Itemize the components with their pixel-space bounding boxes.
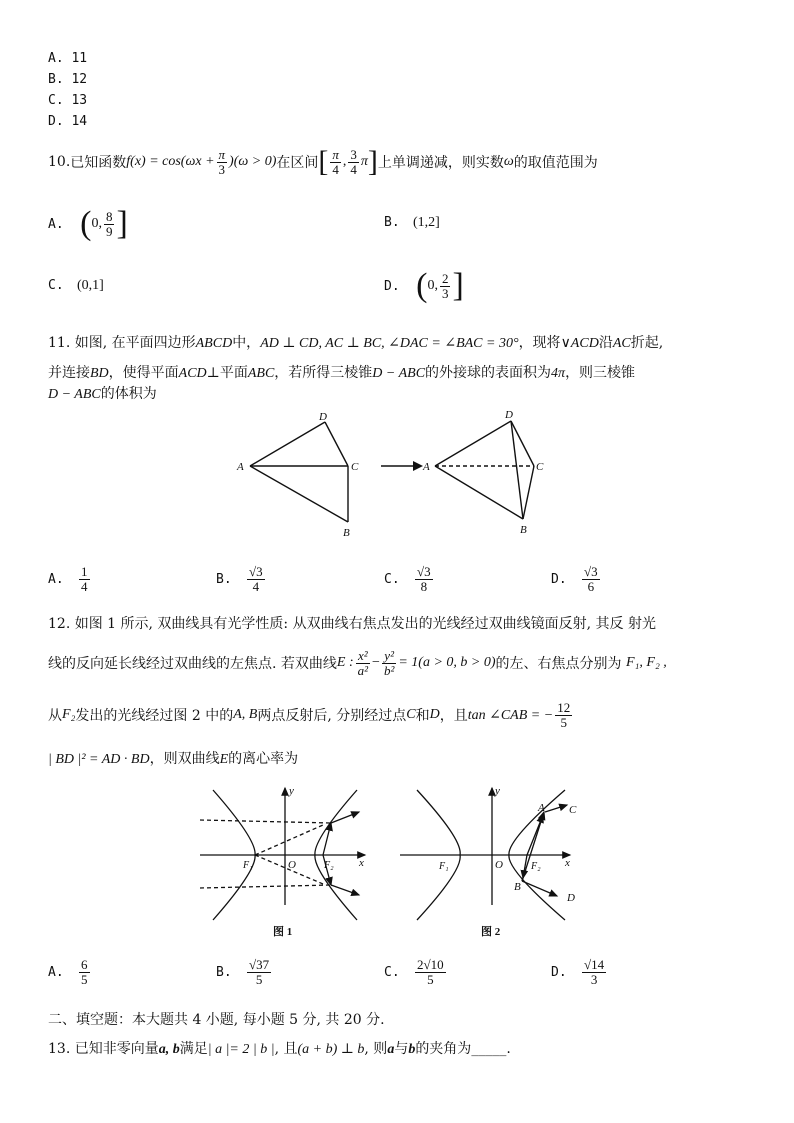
q9-option-b: B. 12: [48, 72, 88, 87]
q10-option-d: D. ( 0, $\frac{2}{3}$ ]: [384, 267, 464, 304]
q11-fig1-edge-ab: [250, 466, 348, 522]
q11-line2: 并连接BD，使得平面ACD⊥平面ABC，若所得三棱锥D − ABC的外接球的表面积为4π，则三棱锥: [48, 365, 636, 381]
q10-interval-close: ]: [367, 145, 378, 178]
q12-figure-1: [200, 788, 365, 920]
svg-text:x: x: [565, 857, 570, 869]
q11-label-b: B: [343, 527, 350, 539]
q11-label-b2: B: [520, 524, 527, 536]
q11-fig1-edge-ad: [250, 422, 325, 466]
q10-text-c: 上单调递减，则实数: [377, 155, 504, 171]
q11-option-d: D. $\frac{√3}{6}$: [551, 563, 598, 594]
q11-label-d: D: [319, 411, 327, 423]
q10-option-b: B. (1,2]: [384, 215, 440, 230]
q11-arrowhead: [413, 461, 423, 471]
q11-line3: D − ABC的体积为: [48, 386, 157, 402]
q11-label-c2: C: [536, 461, 544, 473]
svg-text:y: y: [289, 785, 294, 797]
q10-text-a: 已知函数: [70, 155, 127, 171]
q9-option-d: D. 14: [48, 114, 88, 129]
svg-text:y: y: [495, 785, 500, 797]
q11-label-a: A: [237, 461, 244, 473]
svg-text:O: O: [495, 859, 503, 871]
q11-fig2-edge-ad: [435, 421, 511, 466]
q9-option-a: A. 11: [48, 51, 88, 66]
section-2-heading: 二、填空题：本大题共 4 小题, 每小题 5 分, 共 20 分.: [48, 1012, 385, 1028]
q10-interval-left: $\frac{\pi}{4}$: [332, 146, 339, 177]
q10-option-c: C. (0,1]: [48, 278, 104, 293]
svg-text:O: O: [288, 859, 296, 871]
svg-text:B: B: [514, 881, 521, 893]
q13-stem: 13. 已知非零向量a, b满足| a |= 2 | b |, 且(a + b) ⊥ b, 则a与b的夹角为_____.: [48, 1041, 511, 1057]
q10-interval-open: [: [318, 145, 329, 178]
q11-label-c: C: [351, 461, 359, 473]
svg-text:F₂: F₂: [324, 860, 334, 871]
q11-label-a2: A: [423, 461, 430, 473]
q10-text-d: 的取值范围为: [513, 155, 598, 171]
q11-option-c: C. $\frac{√3}{8}$: [384, 563, 431, 594]
q10-option-a: A. ( 0, $\frac{8}{9}$ ]: [48, 205, 128, 242]
q12-line2: 线的反向延长线经过双曲线的左焦点. 若双曲线 E : $\frac{\text{x²}}{\text{a²}}$ − $\frac{\text{y²}}{\text{b²}}$ = 1(a > 0, b > 0) 的左、右焦点分别为 F₁, F₂ ,: [48, 647, 667, 678]
svg-text:A: A: [538, 802, 545, 814]
q12-figures: [195, 780, 595, 945]
q12-option-a: A. $\frac{6}{5}$: [48, 956, 88, 987]
q10-func: f(x) = cos(ωx +: [126, 154, 215, 169]
q10-pi-over-3: $\frac{\pi}{3}$: [218, 146, 226, 177]
q12-option-c: C. $\frac{2√10}{5}$: [384, 956, 444, 987]
q10-number: 10.: [48, 154, 71, 170]
svg-text:F₂: F₂: [531, 861, 541, 872]
q12-option-b: B. $\frac{√37}{5}$: [216, 956, 270, 987]
svg-text:F₁: F₁: [243, 860, 253, 871]
q11-figure: [230, 405, 560, 545]
q11-fig2-edge-ab: [435, 466, 523, 519]
q12-option-d: D. $\frac{√14}{3}$: [551, 956, 605, 987]
q11-fig2-edge-cb: [523, 466, 534, 519]
q10-stem: 10. 已知函数 f(x) = cos(ωx + $\frac{\pi}{3}$ )(ω > 0) 在区间 [ $\frac{\pi}{4}$ , $\frac{3}{4}$ π ] 上单调递减，则实数 ω 的取值范围为: [48, 145, 598, 178]
q12-line1: 12. 如图 1 所示, 双曲线具有光学性质: 从双曲线右焦点发出的光线经过双曲线镜面反射, 其反 射光: [48, 616, 656, 632]
svg-text:x: x: [359, 857, 364, 869]
svg-text:F₁: F₁: [439, 861, 449, 872]
q11-fig2-edge-db: [511, 421, 523, 519]
q11-option-a: A. $\frac{1}{4}$: [48, 563, 88, 594]
q13-answer-blank[interactable]: _____: [471, 1041, 507, 1057]
q12-fig1-caption: 图 1: [273, 926, 293, 938]
q10-text-b: 在区间: [276, 155, 319, 171]
q11-line1: 11. 如图, 在平面四边形ABCD中，AD ⊥ CD, AC ⊥ BC, ∠DAC = ∠BAC = 30°，现将∨ACD沿AC折起,: [48, 335, 664, 351]
svg-text:D: D: [567, 892, 575, 904]
q12-line3: 从 F₂ 发出的光线经过图 2 中的 A, B 两点反射后, 分别经过点 C 和 D ，且 tan ∠CAB = − $\frac{12}{5}$: [48, 699, 571, 730]
q11-option-b: B. $\frac{√3}{4}$: [216, 563, 263, 594]
q10-omega: ω: [503, 154, 514, 169]
q11-label-d2: D: [505, 409, 513, 421]
q12-line4: | BD |² = AD · BD，则双曲线E的离心率为: [48, 751, 299, 767]
q12-fig2-caption: 图 2: [481, 926, 501, 938]
svg-text:C: C: [569, 804, 577, 816]
q11-fig1-edge-dc: [325, 422, 348, 466]
q9-option-c: C. 13: [48, 93, 88, 108]
q10-cond: )(ω > 0): [229, 154, 277, 169]
q10-interval-right: $\frac{3}{4}$: [350, 146, 357, 177]
